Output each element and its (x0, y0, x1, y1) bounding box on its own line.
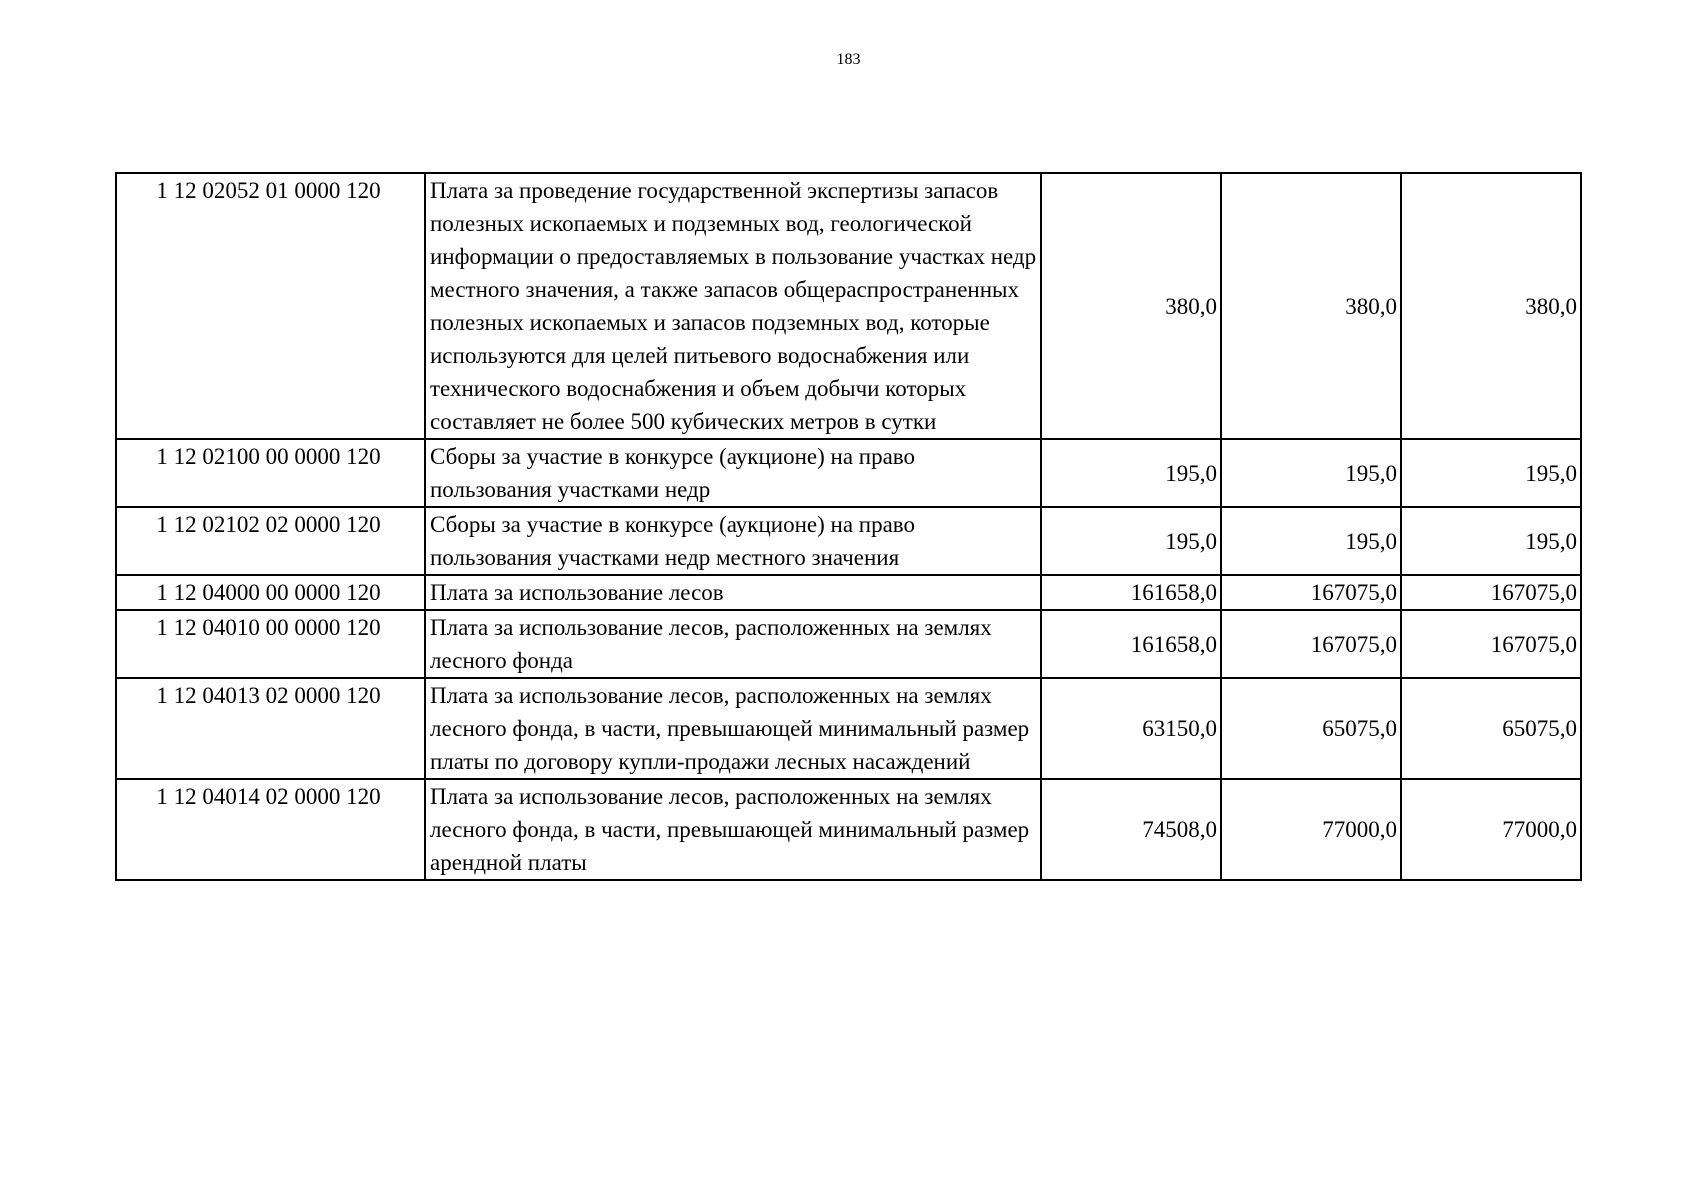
description-cell: Плата за использование лесов, расположенных на землях лесного фонда, в части, превышающей минимальный размер арендной платы (425, 779, 1041, 880)
amount-cell-1: 63150,0 (1041, 678, 1221, 779)
page-number: 183 (836, 51, 861, 68)
amount-cell-2: 167075,0 (1221, 575, 1401, 610)
amount-cell-1: 161658,0 (1041, 610, 1221, 678)
amount-cell-1: 380,0 (1041, 173, 1221, 439)
budget-code-cell: 1 12 02102 02 0000 120 (116, 507, 425, 575)
revenue-table (115, 172, 1582, 881)
description-cell: Сборы за участие в конкурсе (аукционе) на право пользования участками недр местного значения (425, 507, 1041, 575)
budget-code-cell: 1 12 04014 02 0000 120 (116, 779, 425, 880)
table-row (116, 173, 1581, 439)
amount-cell-2: 167075,0 (1221, 610, 1401, 678)
amount-cell-3: 195,0 (1401, 439, 1581, 507)
amount-cell-1: 74508,0 (1041, 779, 1221, 880)
description-cell: Плата за использование лесов (425, 575, 1041, 610)
amount-cell-1: 195,0 (1041, 439, 1221, 507)
table-row (116, 575, 1581, 610)
amount-cell-3: 380,0 (1401, 173, 1581, 439)
table-row (116, 507, 1581, 575)
amount-cell-2: 77000,0 (1221, 779, 1401, 880)
table-row (116, 439, 1581, 507)
table-row (116, 610, 1581, 678)
amount-cell-3: 65075,0 (1401, 678, 1581, 779)
description-cell: Плата за использование лесов, расположенных на землях лесного фонда, в части, превышающей минимальный размер платы по договору купли-продажи лесных насаждений (425, 678, 1041, 779)
amount-cell-3: 77000,0 (1401, 779, 1581, 880)
budget-code-cell: 1 12 02052 01 0000 120 (116, 173, 425, 439)
description-cell: Плата за использование лесов, расположенных на землях лесного фонда (425, 610, 1041, 678)
amount-cell-2: 195,0 (1221, 507, 1401, 575)
table-row (116, 779, 1581, 880)
budget-code-cell: 1 12 04010 00 0000 120 (116, 610, 425, 678)
amount-cell-3: 167075,0 (1401, 610, 1581, 678)
description-cell: Плата за проведение государственной экспертизы запасов полезных ископаемых и подземных вод, геологической информации о предоставляемых в пользование участках недр местного значения, а также запасов общераспространенных полезных ископаемых и запасов подземных вод, которые используются для целей питьевого водоснабжения или технического водоснабжения и объем добычи которых составляет не более 500 кубических метров в сутки (425, 173, 1041, 439)
amount-cell-3: 167075,0 (1401, 575, 1581, 610)
amount-cell-3: 195,0 (1401, 507, 1581, 575)
amount-cell-1: 161658,0 (1041, 575, 1221, 610)
amount-cell-2: 195,0 (1221, 439, 1401, 507)
description-cell: Сборы за участие в конкурсе (аукционе) на право пользования участками недр (425, 439, 1041, 507)
budget-code-cell: 1 12 04013 02 0000 120 (116, 678, 425, 779)
table-row (116, 678, 1581, 779)
amount-cell-2: 65075,0 (1221, 678, 1401, 779)
budget-code-cell: 1 12 02100 00 0000 120 (116, 439, 425, 507)
amount-cell-1: 195,0 (1041, 507, 1221, 575)
budget-code-cell: 1 12 04000 00 0000 120 (116, 575, 425, 610)
amount-cell-2: 380,0 (1221, 173, 1401, 439)
